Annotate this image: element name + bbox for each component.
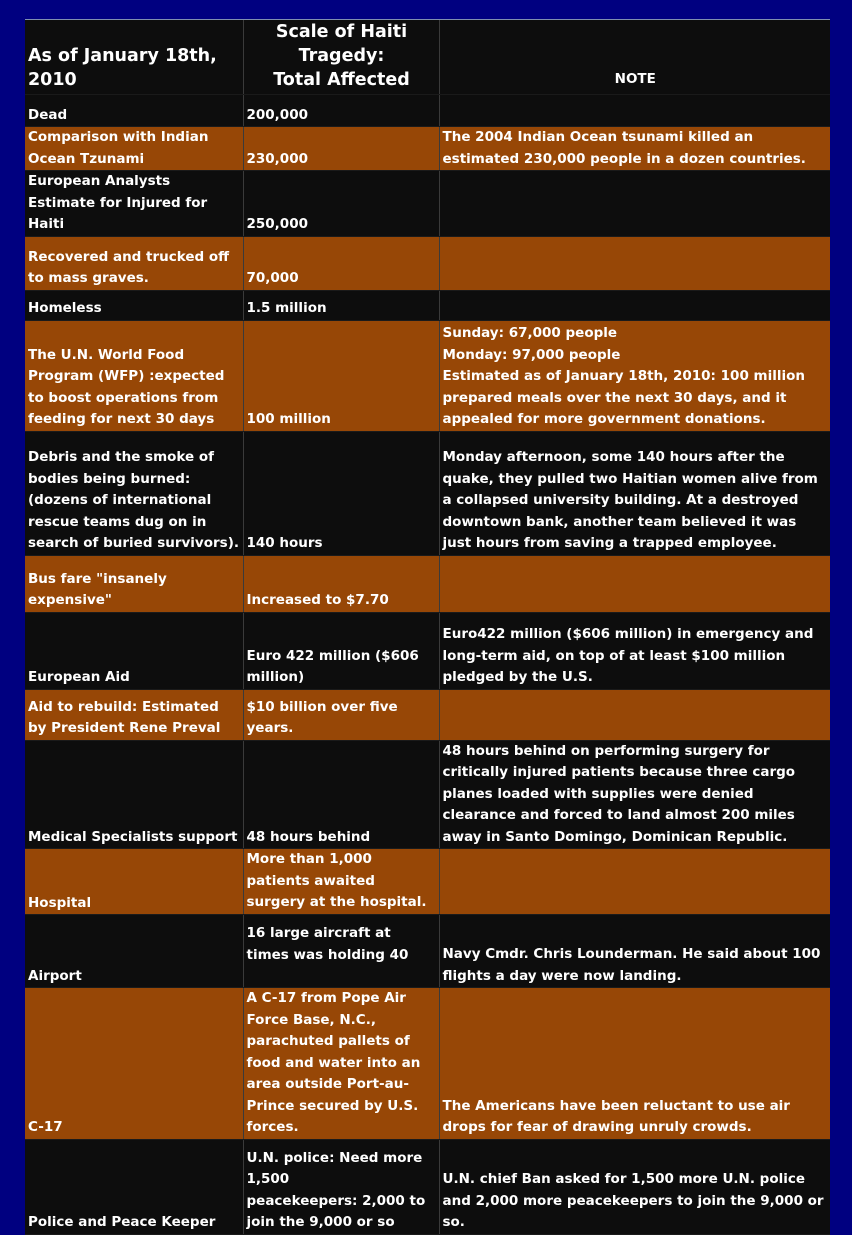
table-row	[25, 171, 830, 237]
row-value: 70,000	[243, 236, 439, 290]
row-value: 100 million	[243, 320, 439, 431]
row-value: 1.5 million	[243, 290, 439, 320]
row-label: Homeless	[25, 290, 243, 320]
row-label: Police and Peace Keeper	[25, 1139, 243, 1234]
table-row	[25, 236, 830, 290]
table-row	[25, 849, 830, 915]
row-value: 48 hours behind	[243, 740, 439, 849]
note-line: Estimated as of January 18th, 2010: 100 million prepared meals over the next 30 days, and it appealed for more government donations.	[442, 368, 805, 427]
row-value: $10 billion over five years.	[243, 689, 439, 740]
table-row	[25, 988, 830, 1140]
table-row	[25, 555, 830, 612]
table-row	[25, 1139, 830, 1234]
header-total-affected	[243, 20, 439, 95]
data-table-sheet	[25, 20, 830, 1230]
table-row	[25, 290, 830, 320]
row-label: Dead	[25, 95, 243, 127]
top-border-line	[25, 19, 830, 20]
row-label: The U.N. World Food Program (WFP) :expected to boost operations from feeding for next 30 days	[25, 320, 243, 431]
row-note	[439, 320, 830, 431]
row-note: The Americans have been reluctant to use air drops for fear of drawing unruly crowds.	[439, 988, 830, 1140]
row-value: Increased to $7.70	[243, 555, 439, 612]
row-value: 250,000	[243, 171, 439, 237]
row-note: Navy Cmdr. Chris Lounderman. He said about 100 flights a day were now landing.	[439, 915, 830, 988]
airport-value-text: 16 large aircraft at times was holding 40	[246, 925, 409, 963]
row-note	[439, 689, 830, 740]
row-value	[243, 1139, 439, 1234]
row-label: Debris and the smoke of bodies being burned: (dozens of international rescue teams dug on in search of buried survivors).	[25, 431, 243, 555]
table-row	[25, 95, 830, 127]
row-value: A C-17 from Pope Air Force Base, N.C., parachuted pallets of food and water into an area outside Port-au-Prince secured by U.S. forces.	[243, 988, 439, 1140]
row-note: 48 hours behind on performing surgery for critically injured patients because three cargo planes loaded with supplies were denied clearance and forced to land almost 200 miles away in Santo Domingo, Dominican Republic.	[439, 740, 830, 849]
row-label: European Analysts Estimate for Injured for Haiti	[25, 171, 243, 237]
row-value: 140 hours	[243, 431, 439, 555]
header-total-affected-line2: Total Affected	[273, 70, 410, 90]
row-value	[243, 915, 439, 988]
row-label: Airport	[25, 915, 243, 988]
row-label: European Aid	[25, 612, 243, 689]
header-date: As of January 18th, 2010	[25, 20, 243, 95]
row-label: Bus fare "insanely expensive"	[25, 555, 243, 612]
value-line: peacekeepers: 2,000 to join the 9,000 or so	[246, 1192, 426, 1230]
row-label: Medical Specialists support	[25, 740, 243, 849]
table-header-row	[25, 20, 830, 95]
table-row	[25, 320, 830, 431]
table-row	[25, 689, 830, 740]
value-line: U.N. police: Need more	[246, 1149, 423, 1166]
table-row	[25, 612, 830, 689]
row-note: Monday afternoon, some 140 hours after the quake, they pulled two Haitian women alive from a collapsed university building. At a destroyed downtown bank, another team believed it was just hours from saving a trapped employee.	[439, 431, 830, 555]
table-row	[25, 431, 830, 555]
table-row	[25, 740, 830, 849]
row-label: Recovered and trucked off to mass graves.	[25, 236, 243, 290]
table-row	[25, 127, 830, 171]
value-line: 1,500	[246, 1171, 290, 1187]
table-row	[25, 915, 830, 988]
row-note: The 2004 Indian Ocean tsunami killed an estimated 230,000 people in a dozen countries.	[439, 127, 830, 171]
row-note	[439, 849, 830, 915]
row-label: Comparison with Indian Ocean Tzunami	[25, 127, 243, 171]
row-value: More than 1,000 patients awaited surgery at the hospital.	[243, 849, 439, 915]
row-value: 230,000	[243, 127, 439, 171]
row-value: 200,000	[243, 95, 439, 127]
header-total-affected-line1: Scale of Haiti Tragedy:	[275, 22, 408, 66]
row-note	[439, 290, 830, 320]
row-note	[439, 236, 830, 290]
row-note	[439, 171, 830, 237]
row-label: Aid to rebuild: Estimated by President Rene Preval	[25, 689, 243, 740]
haiti-tragedy-table	[25, 20, 830, 1235]
row-label: C-17	[25, 988, 243, 1140]
row-note	[439, 95, 830, 127]
note-line: Sunday: 67,000 people	[442, 325, 618, 341]
header-note: NOTE	[439, 20, 830, 95]
row-label: Hospital	[25, 849, 243, 915]
note-line: Monday: 97,000 people	[442, 346, 621, 363]
row-note	[439, 555, 830, 612]
row-note: Euro422 million ($606 million) in emergency and long-term aid, on top of at least $100 million pledged by the U.S.	[439, 612, 830, 689]
row-value: Euro 422 million ($606 million)	[243, 612, 439, 689]
row-note: U.N. chief Ban asked for 1,500 more U.N. police and 2,000 more peacekeepers to join the 9,000 or so.	[439, 1139, 830, 1234]
